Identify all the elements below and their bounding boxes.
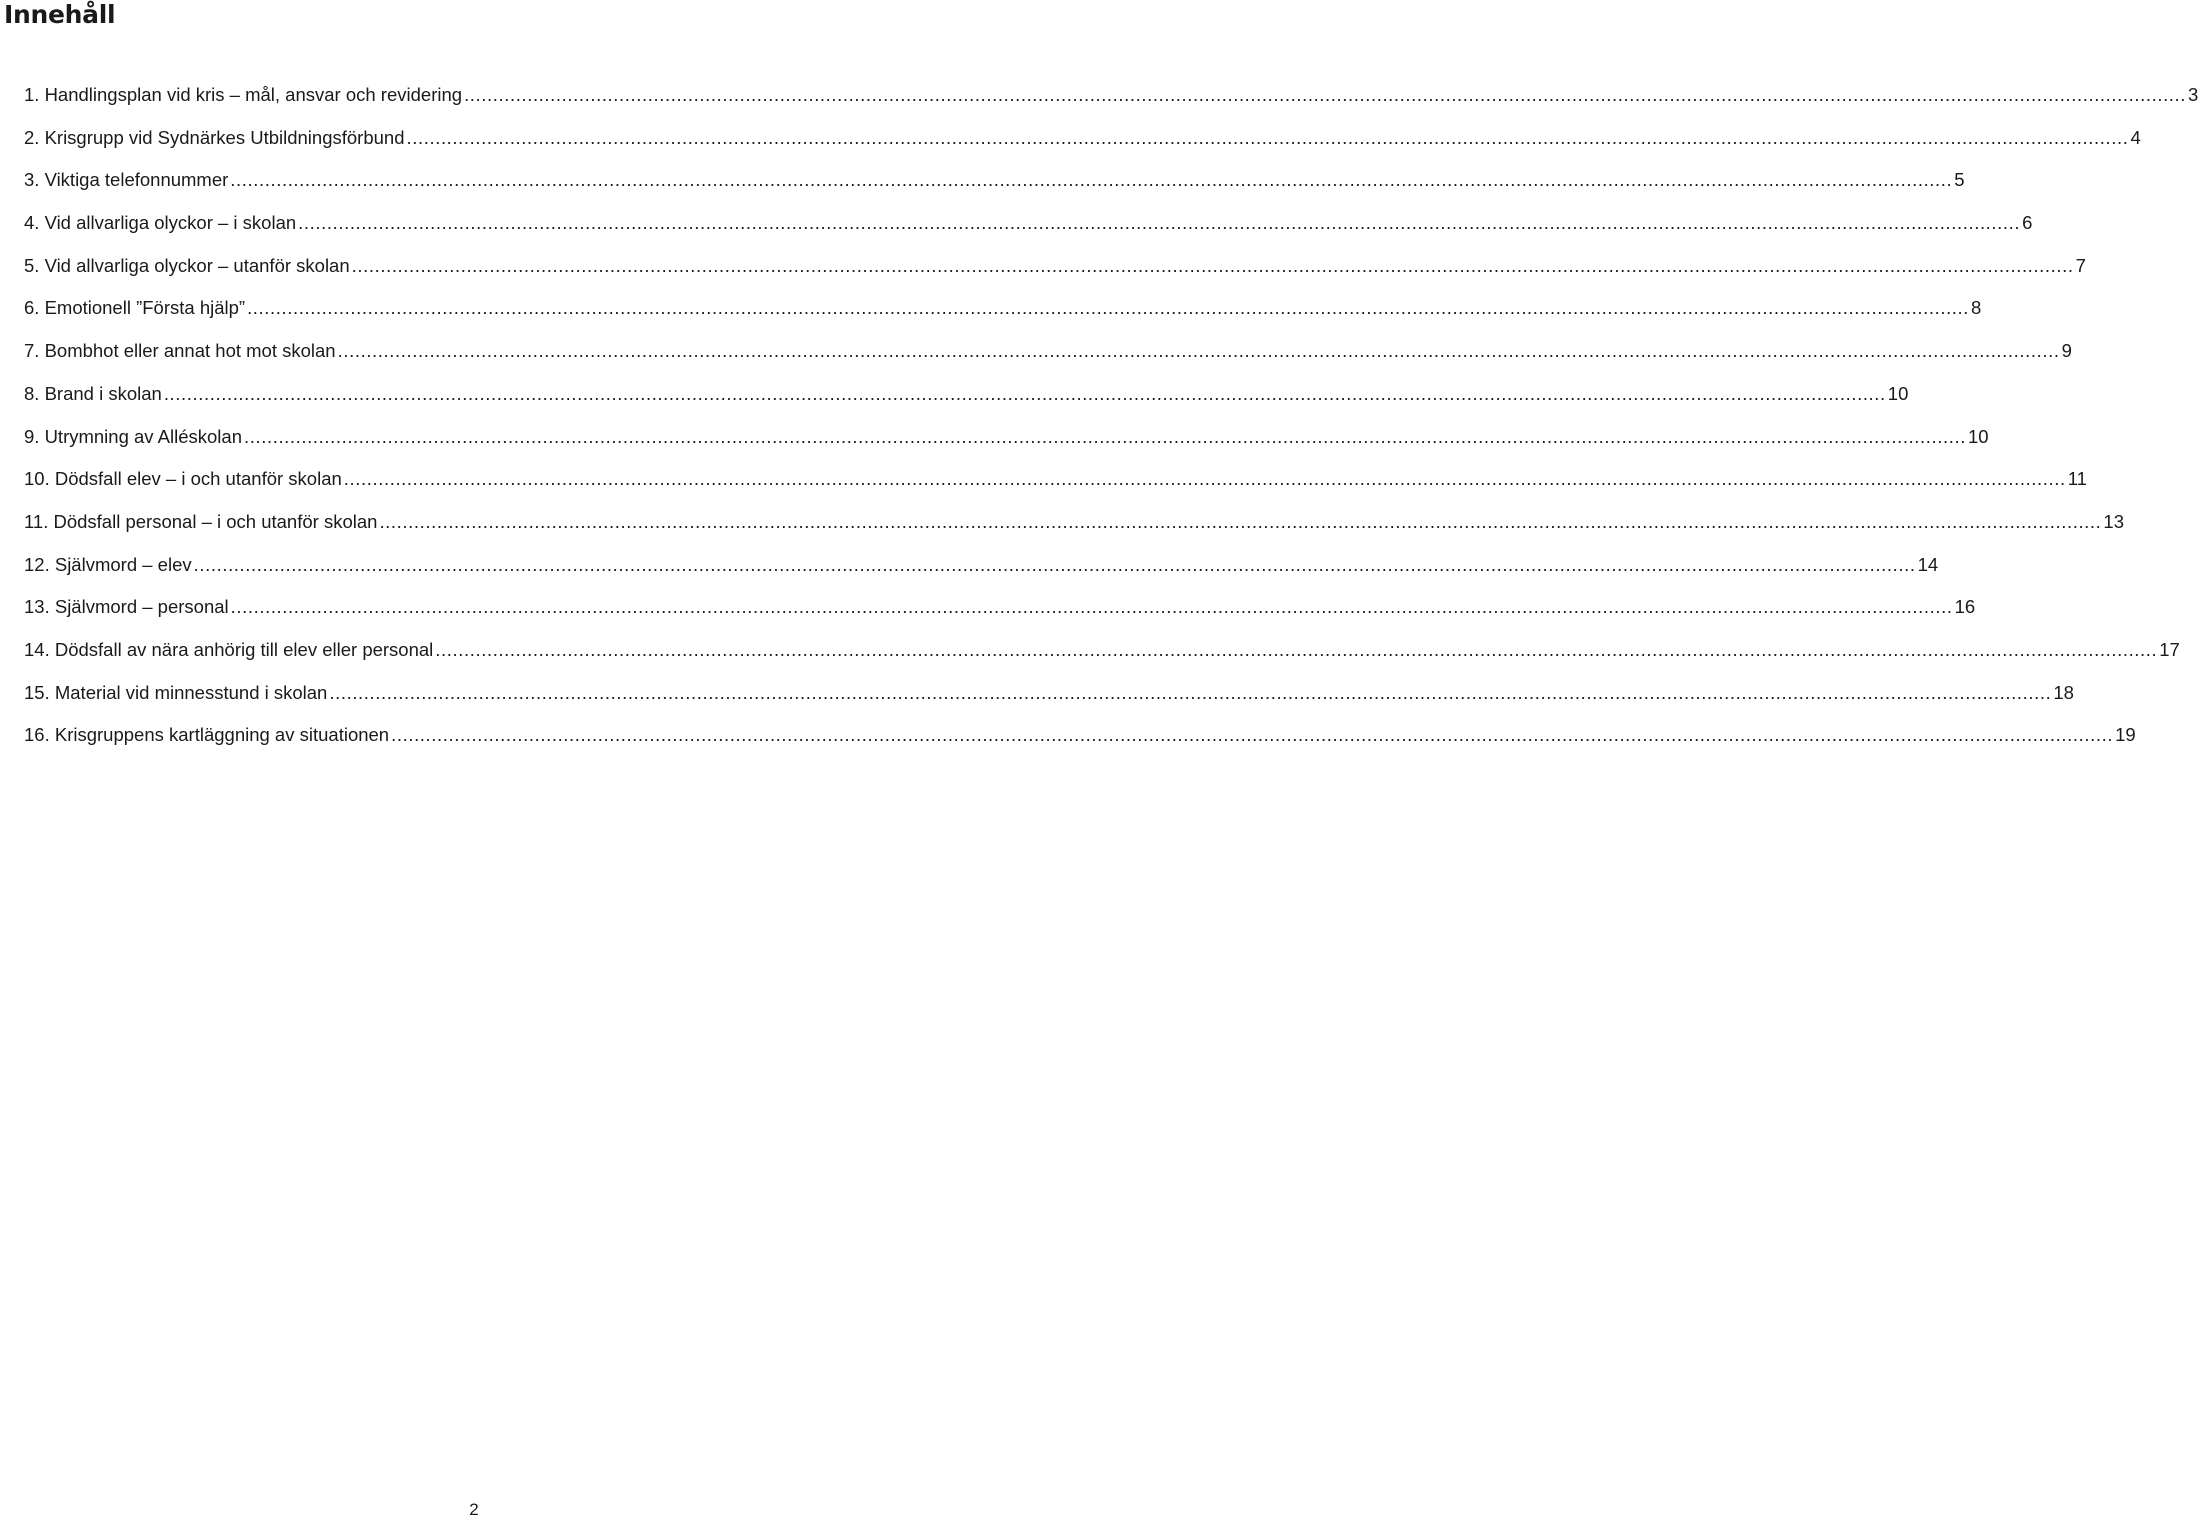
toc-entry[interactable] [24, 714, 2136, 757]
toc-entry-label: 7. Bombhot eller annat hot mot skolan [24, 340, 336, 362]
toc-entry-page: 4 [2130, 126, 2141, 148]
toc-dot-leader [244, 416, 1966, 459]
toc-dot-leader [338, 330, 2060, 373]
toc-entry-page: 11 [2067, 468, 2087, 490]
toc-entry-label: 6. Emotionell ”Första hjälp” [24, 297, 246, 319]
toc-entry[interactable] [24, 416, 1989, 459]
toc-dot-leader [164, 373, 1886, 416]
toc-dot-leader [194, 544, 1916, 587]
toc-entry-page: 3 [2188, 84, 2198, 105]
toc-entry-page: 16 [1954, 596, 1976, 618]
toc-entry-label: 13. Självmord – personal [24, 596, 229, 618]
toc-entry-label: 10. Dödsfall elev – i och utanför skolan [24, 468, 342, 490]
toc-entry-page: 19 [2115, 724, 2136, 746]
toc-dot-leader [247, 287, 1969, 330]
toc-entry[interactable] [24, 458, 2087, 501]
toc-dot-leader [344, 458, 2066, 501]
toc-dot-leader [464, 74, 2186, 117]
toc-entry-label: 8. Brand i skolan [24, 382, 162, 404]
toc-dot-leader [391, 714, 2113, 757]
toc-entry-page: 10 [1887, 382, 1909, 404]
page-title: Innehåll [4, 0, 116, 29]
toc-entry-label: 11. Dödsfall personal – i och utanför skolan [24, 510, 378, 532]
toc-dot-leader [298, 202, 2020, 245]
toc-entry-label: 9. Utrymning av Alléskolan [24, 425, 242, 447]
toc-entry-label: 2. Krisgrupp vid Sydnärkes Utbildningsförbund [24, 126, 405, 148]
toc-entry[interactable] [24, 330, 2072, 373]
toc-entry-label: 4. Vid allvarliga olyckor – i skolan [24, 212, 297, 234]
toc-entry[interactable] [24, 202, 2033, 245]
toc-entry[interactable] [24, 586, 1976, 629]
toc-entry-page: 17 [2159, 638, 2180, 660]
toc-entry-label: 3. Viktiga telefonnummer [24, 169, 229, 191]
toc-entry[interactable] [24, 287, 1982, 330]
toc-entry-page: 6 [2022, 212, 2033, 234]
toc-entry-page: 5 [1954, 169, 1965, 191]
toc-dot-leader [435, 629, 2157, 672]
toc-dot-leader [230, 159, 1952, 202]
toc-entry[interactable] [24, 501, 2124, 544]
toc-entry-page: 18 [2053, 681, 2074, 703]
toc-entry-label: 15. Material vid minnesstund i skolan [24, 681, 328, 703]
toc-entry[interactable] [24, 117, 2141, 160]
toc-entry-page: 9 [2061, 340, 2072, 362]
toc-entry-label: 12. Självmord – elev [24, 553, 192, 575]
page-number: 2 [469, 1500, 479, 1519]
toc-entry-page: 10 [1967, 425, 1989, 447]
toc-entry-label: 16. Krisgruppens kartläggning av situationen [24, 724, 390, 746]
toc-dot-leader [379, 501, 2101, 544]
toc-dot-leader [352, 245, 2074, 288]
toc-entry[interactable] [24, 629, 2180, 672]
toc-entry-label: 5. Vid allvarliga olyckor – utanför skolan [24, 254, 350, 276]
toc-entry[interactable] [24, 373, 1909, 416]
toc-entry-page: 7 [2075, 254, 2086, 276]
toc-dot-leader [407, 117, 2129, 160]
toc-entry-page: 13 [2103, 510, 2124, 532]
toc-entry[interactable] [24, 245, 2086, 288]
toc-entry[interactable] [24, 672, 2074, 715]
toc-entry-page: 8 [1971, 297, 1982, 319]
toc-dot-leader [329, 672, 2051, 715]
toc-entry-label: 1. Handlingsplan vid kris – mål, ansvar och revidering [24, 84, 463, 105]
toc-entry[interactable] [24, 159, 1965, 202]
toc-entry-label: 14. Dödsfall av nära anhörig till elev eller personal [24, 638, 434, 660]
table-of-contents [24, 74, 2198, 757]
toc-entry-page: 14 [1917, 553, 1939, 575]
toc-entry[interactable] [24, 74, 2198, 117]
toc-dot-leader [231, 586, 1953, 629]
toc-entry[interactable] [24, 544, 1939, 587]
